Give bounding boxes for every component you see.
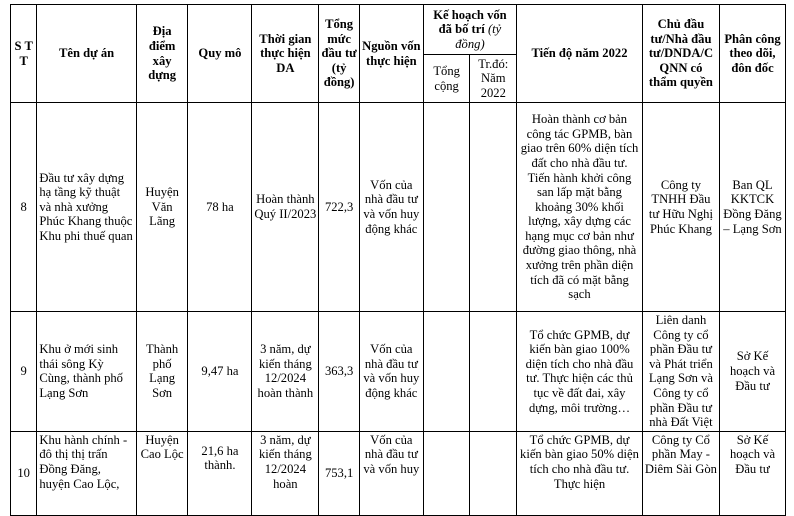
cell-funding-source: Vốn của nhà đầu tư và vốn huy động khác	[359, 312, 423, 432]
cell-scale: 78 ha	[188, 103, 252, 312]
cell-progress: Tổ chức GPMB, dự kiến bàn giao 50% diện tích cho nhà đầu tư. Thực hiện	[517, 431, 643, 515]
header-of-which-2022: Tr.đó: Năm 2022	[470, 55, 517, 103]
cell-location: Huyện Cao Lộc	[136, 431, 188, 515]
header-stt: S T T	[11, 5, 37, 103]
project-table	[10, 4, 786, 516]
header-total-investment: Tổng mức đầu tư (tỷ đồng)	[319, 5, 360, 103]
cell-duration: Hoàn thành Quý II/2023	[252, 103, 319, 312]
header-location: Địa điểm xây dựng	[136, 5, 188, 103]
cell-investor: Liên danh Công ty cổ phần Đầu tư và Phát triển Lạng Sơn và Công ty cổ phần Đầu tư nhà Đất Việt	[642, 312, 719, 432]
header-investor: Chủ đầu tư/Nhà đầu tư/DNDA/C QNN có thẩm quyền	[642, 5, 719, 103]
header-project-name: Tên dự án	[37, 5, 136, 103]
cell-scale: 9,47 ha	[188, 312, 252, 432]
cell-of-which-2022	[470, 312, 517, 432]
cell-investor: Công ty TNHH Đầu tư Hữu Nghị Phúc Khang	[642, 103, 719, 312]
cell-total-investment: 363,3	[319, 312, 360, 432]
cell-duration: 3 năm, dự kiến tháng 12/2024 hoàn	[252, 431, 319, 515]
cell-stt: 9	[11, 312, 37, 432]
cell-investor: Công ty Cổ phần May - Diêm Sài Gòn	[642, 431, 719, 515]
cell-location: Thành phố Lạng Sơn	[136, 312, 188, 432]
cell-total-investment: 753,1	[319, 431, 360, 515]
cell-progress: Tổ chức GPMB, dự kiến bàn giao 100% diện tích cho nhà đầu tư. Thực hiện các thủ tục về đất đai, xây dựng, môi trường…	[517, 312, 643, 432]
cell-progress: Hoàn thành cơ bản công tác GPMB, bàn giao trên 60% diện tích đất cho nhà đầu tư. Tiến hành khởi công san lấp mặt bằng khoảng 30% khối lượng, xây dựng các hạng mục cơ bản như đường giao thông, nhà xưởng trên phần diện tích đã có mặt bằng sạch	[517, 103, 643, 312]
header-capital-plan	[423, 5, 516, 55]
cell-total	[423, 431, 470, 515]
cell-total	[423, 103, 470, 312]
header-progress: Tiến độ năm 2022	[517, 5, 643, 103]
header-assignment: Phân công theo dõi, đôn đốc	[719, 5, 785, 103]
cell-assignment: Ban QL KKTCK Đồng Đăng – Lạng Sơn	[719, 103, 785, 312]
header-capital-plan-main: Kế hoạch vốn đã bố trí	[433, 7, 507, 37]
cell-scale: 21,6 ha thành.	[188, 431, 252, 515]
cell-of-which-2022	[470, 431, 517, 515]
cell-stt: 8	[11, 103, 37, 312]
cell-project-name: Khu ở mới sinh thái sông Kỳ Cùng, thành phố Lạng Sơn	[37, 312, 136, 432]
cell-project-name: Đầu tư xây dựng hạ tầng kỹ thuật và nhà xưởng Phúc Khang thuộc Khu phi thuế quan	[37, 103, 136, 312]
table-row	[11, 431, 786, 515]
cell-total	[423, 312, 470, 432]
table-row	[11, 103, 786, 312]
cell-assignment: Sở Kế hoạch và Đầu tư	[719, 431, 785, 515]
header-row	[11, 5, 786, 55]
cell-assignment: Sở Kế hoạch và Đầu tư	[719, 312, 785, 432]
cell-of-which-2022	[470, 103, 517, 312]
header-duration: Thời gian thực hiện DA	[252, 5, 319, 103]
header-capital-plan-unit: (tỷ đồng)	[455, 22, 502, 51]
cell-duration: 3 năm, dự kiến tháng 12/2024 hoàn thành	[252, 312, 319, 432]
header-funding-source: Nguồn vốn thực hiện	[359, 5, 423, 103]
cell-funding-source: Vốn của nhà đầu tư và vốn huy động khác	[359, 103, 423, 312]
cell-total-investment: 722,3	[319, 103, 360, 312]
cell-location: Huyện Văn Lãng	[136, 103, 188, 312]
table-row	[11, 312, 786, 432]
cell-stt: 10	[11, 431, 37, 515]
cell-project-name: Khu hành chính - đô thị thị trấn Đồng Đăng, huyện Cao Lộc,	[37, 431, 136, 515]
header-scale: Quy mô	[188, 5, 252, 103]
header-total: Tổng cộng	[423, 55, 470, 103]
cell-funding-source: Vốn của nhà đầu tư và vốn huy	[359, 431, 423, 515]
